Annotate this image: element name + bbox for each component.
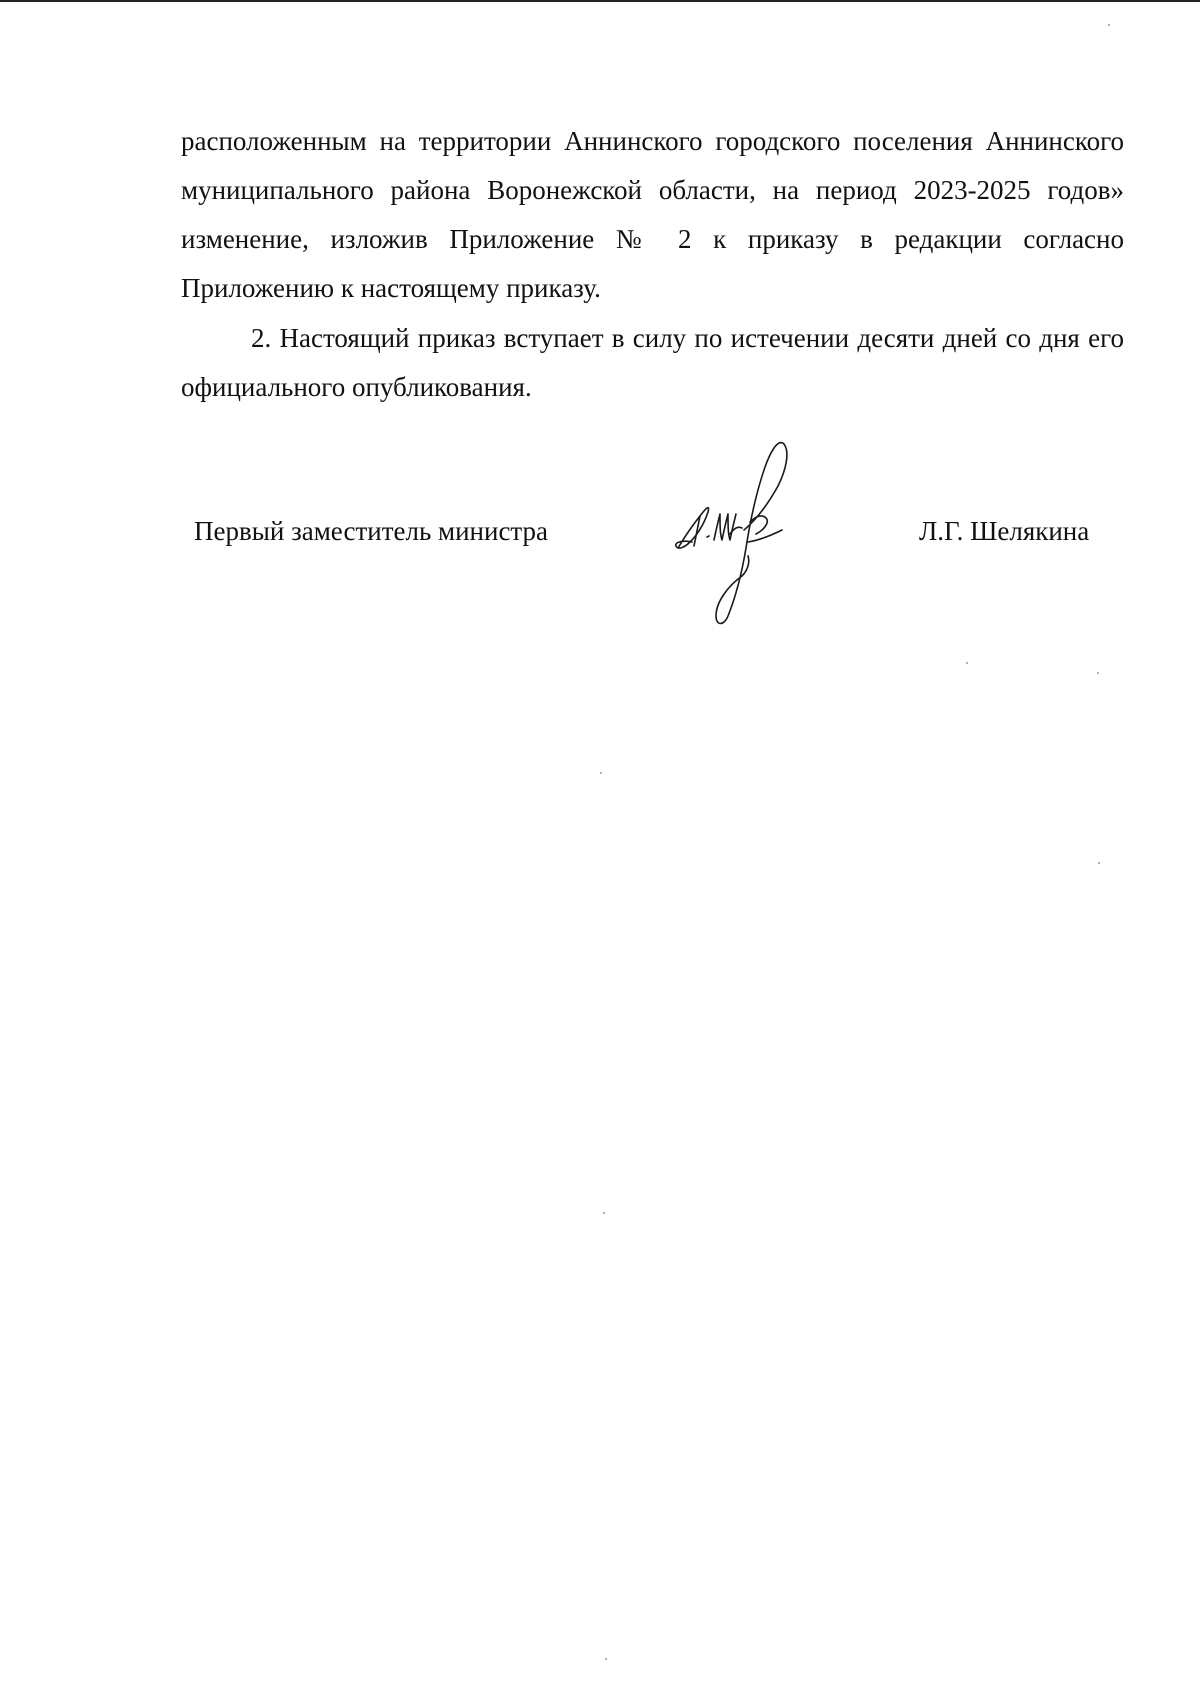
body-paragraph-2 <box>181 314 1124 412</box>
scan-speck <box>600 772 602 774</box>
scan-speck <box>1097 672 1099 674</box>
paragraph-effective-date: 2. Настоящий приказ вступает в силу по истечении десяти дней со дня его официального опубликования. <box>181 323 1124 402</box>
paragraph-continuation: расположенным на территории Аннинского городского поселения Аннинского муниципального района Воронежской области, на период 2023-2025 годов» изменение, изложив Приложение № 2 к приказу в редакции согласно Приложению к настоящему приказу. <box>181 126 1124 303</box>
scan-top-edge <box>0 0 1200 2</box>
scan-speck <box>603 1212 605 1214</box>
scan-speck <box>1098 862 1100 864</box>
scan-speck <box>605 1658 607 1660</box>
body-paragraph-1 <box>181 117 1124 313</box>
handwritten-signature <box>670 430 840 630</box>
signatory-title: Первый заместитель министра <box>194 516 549 546</box>
scan-speck <box>966 662 968 664</box>
signatory-name: Л.Г. Шелякина <box>919 516 1090 546</box>
scan-speck <box>1108 24 1110 26</box>
